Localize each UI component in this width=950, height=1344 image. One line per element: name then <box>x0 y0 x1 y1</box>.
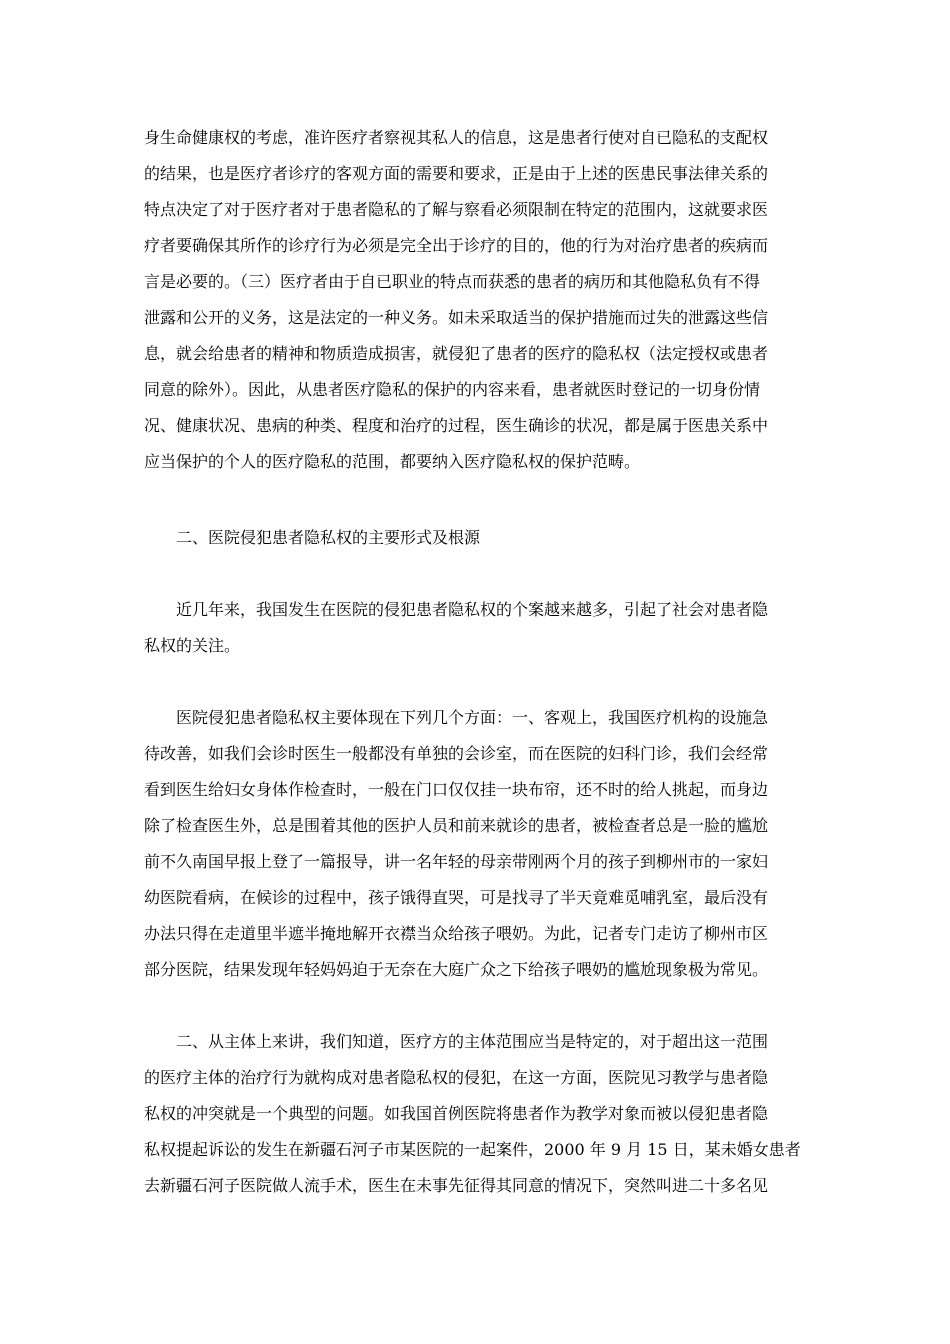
text-line: 去新疆石河子医院做人流手术，医生在未事先征得其同意的情况下，突然叫进二十多名见 <box>144 1176 769 1195</box>
text-line: 办法只得在走道里半遮半掩地解开衣襟当众给孩子喂奶。为此，记者专门走访了柳州市区 <box>144 924 769 943</box>
text-line: 二、从主体上来讲，我们知道，医疗方的主体范围应当是特定的，对于超出这一范围 <box>176 1032 769 1051</box>
text-line: 私权的关注。 <box>144 636 241 655</box>
text-line: 前不久南国早报上登了一篇报导，讲一名年轻的母亲带刚两个月的孩子到柳州市的一家妇 <box>144 852 769 871</box>
text-line: 看到医生给妇女身体作检查时，一般在门口仅仅挂一块布帘，还不时的给人挑起，而身边 <box>144 780 769 799</box>
text-line: 私权的冲突就是一个典型的问题。如我国首例医院将患者作为教学对象而被以侵犯患者隐 <box>144 1104 769 1123</box>
text-line: 部分医院，结果发现年轻妈妈迫于无奈在大庭广众之下给孩子喂奶的尴尬现象极为常见。 <box>144 960 769 979</box>
text-line: 私权提起诉讼的发生在新疆石河子市某医院的一起案件，2000 年 9 月 15 日，某未婚女患者 <box>144 1140 801 1159</box>
text-line: 的结果，也是医疗者诊疗的客观方面的需要和要求，正是由于上述的医患民事法律关系的 <box>144 164 769 183</box>
text-line: 况、健康状况、患病的种类、程度和治疗的过程，医生确诊的状况，都是属于医患关系中 <box>144 416 769 435</box>
text-line: 近几年来，我国发生在医院的侵犯患者隐私权的个案越来越多，引起了社会对患者隐 <box>176 600 769 619</box>
text-line: 同意的除外）。因此，从患者医疗隐私的保护的内容来看，患者就医时登记的一切身份情 <box>144 380 761 399</box>
text-line: 幼医院看病，在候诊的过程中，孩子饿得直哭，可是找寻了半天竟难觅哺乳室，最后没有 <box>144 888 769 907</box>
text-line: 除了检查医生外，总是围着其他的医护人员和前来就诊的患者，被检查者总是一脸的尴尬 <box>144 816 769 835</box>
text-line: 待改善，如我们会诊时医生一般都没有单独的会诊室，而在医院的妇科门诊，我们会经常 <box>144 744 769 763</box>
text-line: 言是必要的。（三）医疗者由于自已职业的特点而获悉的患者的病历和其他隐私负有不得 <box>144 272 761 291</box>
text-line: 应当保护的个人的医疗隐私的范围，都要纳入医疗隐私权的保护范畴。 <box>144 452 641 471</box>
text-line: 息，就会给患者的精神和物质造成损害，就侵犯了患者的医疗的隐私权（法定授权或患者 <box>144 344 769 363</box>
section-heading: 二、医院侵犯患者隐私权的主要形式及根源 <box>176 528 481 547</box>
text-line: 特点决定了对于医疗者对于患者隐私的了解与察看必须限制在特定的范围内，这就要求医 <box>144 200 769 219</box>
text-line: 的医疗主体的治疗行为就构成对患者隐私权的侵犯，在这一方面，医院见习教学与患者隐 <box>144 1068 769 1087</box>
text-line: 疗者要确保其所作的诊疗行为必须是完全出于诊疗的目的，他的行为对治疗患者的疾病而 <box>144 236 769 255</box>
text-line: 身生命健康权的考虑，准许医疗者察视其私人的信息，这是患者行使对自已隐私的支配权 <box>144 128 769 147</box>
text-line: 医院侵犯患者隐私权主要体现在下列几个方面：一、客观上，我国医疗机构的设施急 <box>176 708 769 727</box>
text-line: 泄露和公开的义务，这是法定的一种义务。如未采取适当的保护措施而过失的泄露这些信 <box>144 308 769 327</box>
